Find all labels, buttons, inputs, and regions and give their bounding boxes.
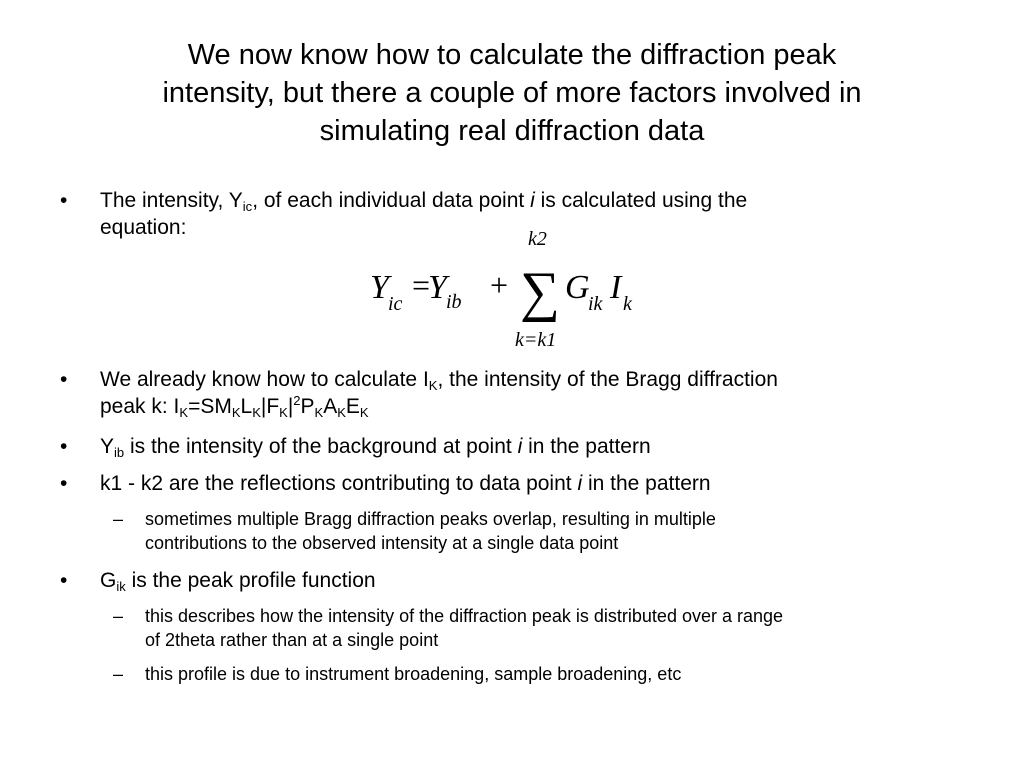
text-run: , the intensity of the Bragg diffraction (437, 368, 778, 391)
text-run: P (300, 395, 315, 418)
text-run: We already know how to calculate I (100, 368, 429, 391)
eq-sum-upper: k2 (528, 228, 547, 250)
bullet-line (100, 470, 960, 497)
subscript: K (314, 405, 324, 420)
bullet-mark: • (60, 189, 68, 212)
italic-variable: i (530, 189, 535, 212)
sub-bullet-mark: – (113, 509, 124, 529)
text-run: is the peak profile function (125, 569, 376, 592)
title-line-2: intensity, but there a couple of more factors involved in (162, 77, 862, 109)
eq-sigma: ∑ (520, 261, 560, 323)
subscript: ik (116, 579, 126, 594)
subscript: K (279, 405, 288, 420)
eq-sum-lower: k=k1 (515, 329, 557, 351)
bullet-mark: • (60, 472, 68, 495)
subscript: K (337, 405, 346, 420)
text-run: A (323, 395, 338, 418)
subscript: ib (114, 445, 125, 460)
bullet-text (100, 366, 960, 420)
subscript: K (179, 405, 189, 420)
italic-variable: i (517, 435, 523, 458)
bullet-text (100, 567, 960, 594)
text-run: Y (100, 435, 115, 458)
sub-bullet-line: this profile is due to instrument broadening, sample broadening, etc (145, 664, 682, 684)
eq-plus: + (490, 267, 509, 303)
eq-g-subscript: ik (588, 293, 603, 315)
text-run: in the pattern (522, 435, 651, 458)
bullet-line: equation: (100, 216, 187, 239)
subscript: K (428, 378, 438, 393)
eq-y-ib-subscript: ib (446, 291, 462, 313)
text-run: , of each individual data point (252, 189, 531, 212)
sub-bullet-mark: – (113, 606, 124, 626)
bullet-line (100, 567, 960, 594)
bullet-line (100, 393, 960, 420)
subscript: K (231, 405, 241, 420)
text-run: The intensity, Y (100, 189, 243, 212)
text-run: | (287, 395, 294, 418)
eq-y-ic-subscript: ic (388, 293, 403, 315)
intensity-equation (360, 222, 660, 362)
bullet-mark: • (60, 569, 68, 592)
bullet-line (100, 366, 960, 393)
text-run: E (345, 395, 360, 418)
title-line-1: We now know how to calculate the diffraction peak (187, 39, 837, 71)
eq-i: I (610, 269, 622, 306)
text-run: is calculated using the (534, 189, 748, 212)
subscript: ic (242, 199, 253, 214)
slide-title (60, 36, 964, 150)
sub-bullet-text (145, 662, 975, 686)
title-line-3: simulating real diffraction data (319, 115, 705, 147)
sub-bullet-mark: – (113, 664, 124, 684)
bullet-mark: • (60, 368, 68, 391)
eq-y-ic: Y (370, 269, 389, 306)
sub-bullet-text (145, 604, 975, 652)
superscript: 2 (293, 393, 301, 408)
text-run: is the intensity of the background at point (124, 435, 518, 458)
bullet-line (100, 433, 960, 460)
subscript: K (359, 405, 369, 420)
text-run: G (100, 569, 117, 592)
text-run: =SM (188, 395, 232, 418)
bullet-mark: • (60, 435, 68, 458)
subscript: K (252, 405, 261, 420)
sub-bullet-line: this describes how the intensity of the diffraction peak is distributed over a range (145, 606, 784, 626)
sub-bullet-text (145, 507, 975, 555)
text-run: |F (260, 395, 280, 418)
eq-equals: = (412, 267, 431, 303)
sub-bullet-line: sometimes multiple Bragg diffraction peaks overlap, resulting in multiple (145, 509, 716, 529)
italic-variable: i (577, 472, 583, 495)
text-run: in the pattern (582, 472, 711, 495)
bullet-text (100, 433, 960, 460)
sub-bullet-line: of 2theta rather than at a single point (145, 630, 439, 650)
eq-y-ib: Y (428, 269, 447, 306)
text-run: peak k: I (100, 395, 180, 418)
eq-i-subscript: k (623, 293, 632, 315)
eq-g: G (565, 269, 590, 306)
bullet-text (100, 470, 960, 497)
bullet-line (100, 187, 960, 214)
text-run: L (240, 395, 253, 418)
sub-bullet-line: contributions to the observed intensity at a single data point (145, 533, 619, 553)
text-run: k1 - k2 are the reflections contributing to data point (100, 472, 578, 495)
